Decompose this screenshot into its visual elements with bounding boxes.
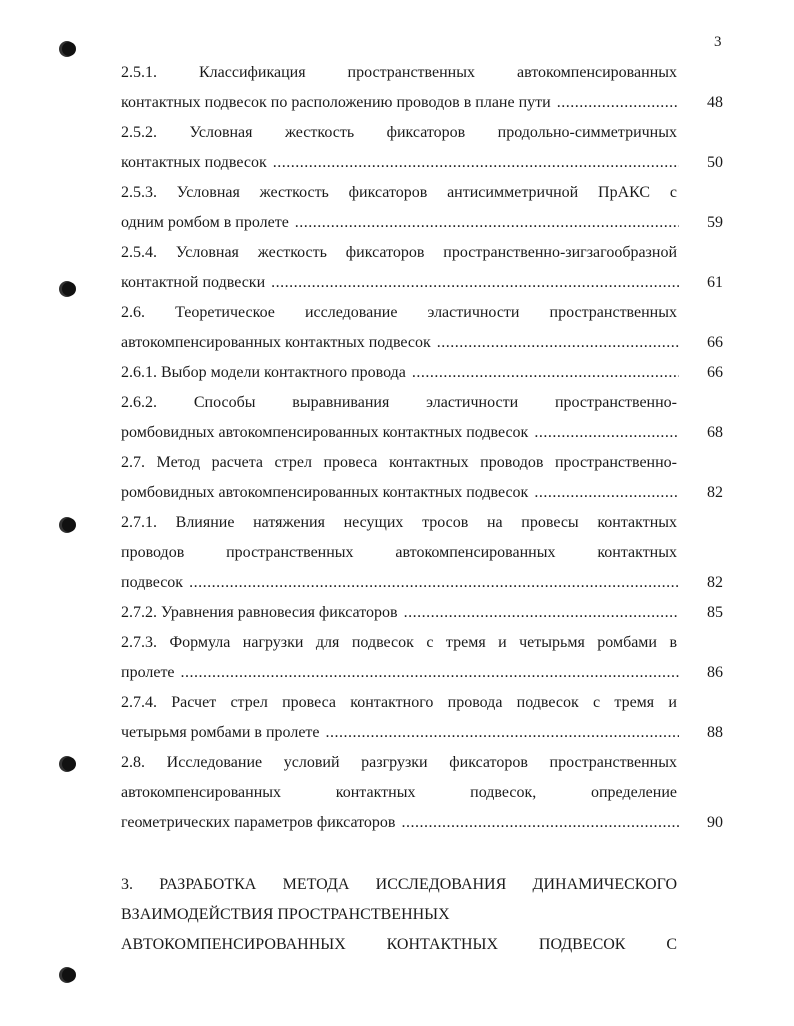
dot-leader bbox=[273, 148, 679, 178]
dot-leader bbox=[534, 478, 679, 508]
toc-entry bbox=[121, 58, 723, 118]
toc-entry-last-line bbox=[121, 478, 723, 508]
punch-hole-icon bbox=[62, 282, 76, 296]
toc-entry-text-line: 2.6.2. Способы выравнивания эластичности пространственно- bbox=[121, 394, 677, 411]
toc-entry-text: ромбовидных автокомпенсированных контактных подвесок bbox=[121, 424, 529, 441]
dot-leader bbox=[295, 208, 679, 238]
table-of-contents bbox=[121, 58, 723, 838]
chapter-heading-line: ВЗАИМОДЕЙСТВИЯ ПРОСТРАНСТВЕННЫХ bbox=[121, 906, 450, 923]
toc-entry-text-line: 2.7.1. Влияние натяжения несущих тросов на провесы контактных bbox=[121, 514, 677, 531]
chapter-heading-line: 3. РАЗРАБОТКА МЕТОДА ИССЛЕДОВАНИЯ ДИНАМИЧЕСКОГО bbox=[121, 876, 677, 893]
toc-entry bbox=[121, 598, 723, 628]
toc-entry-text-line: 2.5.2. Условная жесткость фиксаторов продольно-симметричных bbox=[121, 124, 677, 141]
toc-entry-last-line bbox=[121, 208, 723, 238]
punch-hole-icon bbox=[62, 757, 76, 771]
toc-entry-text: контактных подвесок bbox=[121, 154, 267, 171]
toc-entry-text-line: 2.5.1. Классификация пространственных автокомпенсированных bbox=[121, 64, 677, 81]
toc-page-number: 88 bbox=[707, 724, 723, 741]
toc-entry-last-line bbox=[121, 418, 723, 448]
toc-entry-text-line: 2.6. Теоретическое исследование эластичности пространственных bbox=[121, 304, 677, 321]
toc-entry-text: пролете bbox=[121, 664, 175, 681]
punch-hole-icon bbox=[62, 968, 76, 982]
toc-entry-text-line: 2.8. Исследование условий разгрузки фиксаторов пространственных bbox=[121, 754, 677, 771]
toc-entry-text-line: 2.7.4. Расчет стрел провеса контактного провода подвесок с тремя и bbox=[121, 694, 677, 711]
toc-entry bbox=[121, 178, 723, 238]
dot-leader bbox=[557, 88, 679, 118]
toc-page-number: 61 bbox=[707, 274, 723, 291]
toc-entry-last-line bbox=[121, 328, 723, 358]
toc-entry bbox=[121, 628, 723, 688]
toc-entry-last-line bbox=[121, 148, 723, 178]
toc-page-number: 66 bbox=[707, 364, 723, 381]
chapter-heading bbox=[121, 870, 677, 960]
page-number: 3 bbox=[714, 34, 722, 50]
toc-entry-last-line bbox=[121, 658, 723, 688]
toc-entry-last-line bbox=[121, 718, 723, 748]
toc-entry-last-line bbox=[121, 808, 723, 838]
toc-entry-text-line: 2.7.3. Формула нагрузки для подвесок с тремя и четырьмя ромбами в bbox=[121, 634, 677, 651]
toc-entry-text-line: автокомпенсированных контактных подвесок, определение bbox=[121, 784, 677, 801]
toc-entry-text-line: 2.5.4. Условная жесткость фиксаторов пространственно-зигзагообразной bbox=[121, 244, 677, 261]
toc-entry-last-line bbox=[121, 268, 723, 298]
chapter-heading-line: АВТОКОМПЕНСИРОВАННЫХ КОНТАКТНЫХ ПОДВЕСОК С bbox=[121, 936, 677, 953]
toc-entry bbox=[121, 298, 723, 358]
dot-leader bbox=[181, 658, 679, 688]
toc-entry bbox=[121, 388, 723, 448]
toc-entry bbox=[121, 688, 723, 748]
toc-entry-text: автокомпенсированных контактных подвесок bbox=[121, 334, 431, 351]
toc-page-number: 85 bbox=[707, 604, 723, 621]
toc-entry-last-line bbox=[121, 358, 723, 388]
toc-page-number: 90 bbox=[707, 814, 723, 831]
toc-entry-text: одним ромбом в пролете bbox=[121, 214, 289, 231]
toc-entry-text: 2.6.1. Выбор модели контактного провода bbox=[121, 364, 406, 381]
toc-entry-text: контактных подвесок по расположению проводов в плане пути bbox=[121, 94, 551, 111]
toc-entry bbox=[121, 238, 723, 298]
toc-page-number: 50 bbox=[707, 154, 723, 171]
toc-entry-last-line bbox=[121, 598, 723, 628]
toc-entry bbox=[121, 508, 723, 598]
toc-entry-text: геометрических параметров фиксаторов bbox=[121, 814, 396, 831]
toc-entry-text: контактной подвески bbox=[121, 274, 266, 291]
toc-page-number: 48 bbox=[707, 94, 723, 111]
dot-leader bbox=[189, 568, 679, 598]
toc-page-number: 66 bbox=[707, 334, 723, 351]
dot-leader bbox=[271, 268, 679, 298]
dot-leader bbox=[326, 718, 679, 748]
dot-leader bbox=[404, 598, 679, 628]
toc-entry-text-line: 2.5.3. Условная жесткость фиксаторов антисимметричной ПрАКС с bbox=[121, 184, 677, 201]
toc-page-number: 82 bbox=[707, 484, 723, 501]
dot-leader bbox=[412, 358, 679, 388]
toc-page-number: 82 bbox=[707, 574, 723, 591]
toc-entry-text: четырьмя ромбами в пролете bbox=[121, 724, 320, 741]
punch-hole-icon bbox=[62, 518, 76, 532]
toc-page-number: 68 bbox=[707, 424, 723, 441]
toc-entry bbox=[121, 448, 723, 508]
punch-hole-icon bbox=[62, 42, 76, 56]
dot-leader bbox=[534, 418, 679, 448]
toc-entry bbox=[121, 118, 723, 178]
toc-entry-text-line: 2.7. Метод расчета стрел провеса контактных проводов пространственно- bbox=[121, 454, 677, 471]
toc-entry-last-line bbox=[121, 88, 723, 118]
dot-leader bbox=[401, 808, 679, 838]
toc-entry bbox=[121, 358, 723, 388]
toc-entry-text: 2.7.2. Уравнения равновесия фиксаторов bbox=[121, 604, 398, 621]
toc-entry-text: подвесок bbox=[121, 574, 184, 591]
toc-entry-text-line: проводов пространственных автокомпенсированных контактных bbox=[121, 544, 677, 561]
dot-leader bbox=[437, 328, 679, 358]
toc-entry-last-line bbox=[121, 568, 723, 598]
toc-entry bbox=[121, 748, 723, 838]
toc-page-number: 59 bbox=[707, 214, 723, 231]
toc-page-number: 86 bbox=[707, 664, 723, 681]
toc-entry-text: ромбовидных автокомпенсированных контактных подвесок bbox=[121, 484, 529, 501]
